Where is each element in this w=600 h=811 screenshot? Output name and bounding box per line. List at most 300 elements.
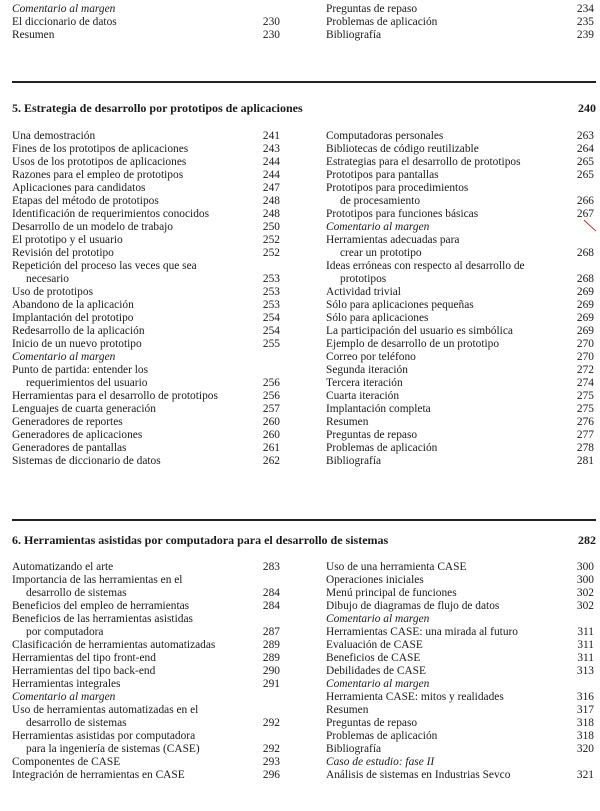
toc-entry-page: 263 bbox=[576, 130, 594, 142]
toc-entry-title bbox=[12, 574, 254, 600]
toc-entry-title bbox=[326, 325, 568, 338]
toc-entry-title-line: Debilidades de CASE bbox=[326, 665, 426, 677]
toc-entry-title-line: Etapas del método de prototipos bbox=[12, 195, 159, 207]
toc-entry-page: 269 bbox=[576, 312, 594, 324]
chapter-5-left-column bbox=[12, 130, 280, 468]
toc-entry-page: 269 bbox=[576, 286, 594, 298]
toc-entry-title bbox=[12, 639, 254, 652]
toc-entry-page: 269 bbox=[576, 325, 594, 337]
toc-entry-title bbox=[326, 130, 568, 143]
toc-entry[interactable] bbox=[326, 574, 594, 587]
toc-entry-page: 241 bbox=[262, 130, 280, 142]
toc-entry[interactable] bbox=[326, 403, 594, 416]
toc-entry-page: 284 bbox=[262, 587, 280, 599]
toc-entry-title-line: Resumen bbox=[326, 704, 369, 716]
chapter-5-heading[interactable] bbox=[12, 101, 596, 115]
toc-entry[interactable] bbox=[12, 561, 280, 574]
toc-entry[interactable] bbox=[326, 312, 594, 325]
toc-entry[interactable] bbox=[12, 169, 280, 182]
toc-entry-page: 302 bbox=[576, 600, 594, 612]
toc-entry-title-line: Problemas de aplicación bbox=[326, 442, 438, 454]
toc-entry-page: 321 bbox=[576, 769, 594, 781]
toc-entry[interactable] bbox=[326, 730, 594, 743]
toc-entry-page: 266 bbox=[576, 195, 594, 207]
toc-entry-page: 254 bbox=[262, 325, 280, 337]
toc-entry[interactable] bbox=[326, 455, 594, 468]
toc-entry-page: 247 bbox=[262, 182, 280, 194]
toc-entry[interactable] bbox=[326, 587, 594, 600]
toc-entry-title bbox=[326, 455, 568, 468]
toc-entry-title-line: Comentario al margen bbox=[12, 3, 116, 15]
toc-entry-page: 261 bbox=[262, 442, 280, 454]
toc-entry[interactable] bbox=[12, 574, 280, 600]
toc-entry[interactable] bbox=[326, 182, 594, 208]
toc-entry[interactable] bbox=[12, 665, 280, 678]
toc-entry[interactable] bbox=[12, 247, 280, 260]
toc-entry-title-line: Comentario al margen bbox=[12, 691, 116, 703]
toc-entry[interactable] bbox=[326, 351, 594, 364]
toc-entry-title bbox=[12, 195, 254, 208]
toc-entry-page: 230 bbox=[262, 29, 280, 41]
toc-entry-title bbox=[326, 678, 568, 691]
toc-entry-title bbox=[326, 561, 568, 574]
toc-entry-title bbox=[12, 403, 254, 416]
toc-entry-title-line: Menú principal de funciones bbox=[326, 587, 457, 599]
toc-entry-title-line: Redesarrollo de la aplicación bbox=[12, 325, 145, 337]
toc-entry[interactable] bbox=[326, 691, 594, 704]
toc-entry[interactable] bbox=[326, 143, 594, 156]
toc-entry-page: 239 bbox=[576, 29, 594, 41]
toc-entry-page: 260 bbox=[262, 429, 280, 441]
toc-entry-title bbox=[12, 299, 254, 312]
toc-entry-page: 311 bbox=[577, 626, 594, 638]
toc-entry[interactable] bbox=[326, 156, 594, 169]
toc-entry-page: 243 bbox=[262, 143, 280, 155]
chapter-6-heading[interactable] bbox=[12, 533, 596, 547]
toc-entry-title-line: Generadores de reportes bbox=[12, 416, 123, 428]
toc-entry-page: 320 bbox=[576, 743, 594, 755]
toc-entry-title-line: Resumen bbox=[326, 416, 369, 428]
toc-entry-title-line: Sólo para aplicaciones bbox=[326, 312, 429, 324]
toc-entry-title bbox=[12, 665, 254, 678]
toc-entry[interactable] bbox=[12, 221, 280, 234]
toc-entry-title bbox=[12, 182, 254, 195]
toc-entry-title-line: Punto de partida: entender los bbox=[12, 364, 149, 376]
toc-entry-title-line: Computadoras personales bbox=[326, 130, 444, 142]
toc-entry-title bbox=[12, 260, 254, 286]
toc-section-label bbox=[12, 691, 280, 704]
toc-entry-title-line: Prototipos para pantallas bbox=[326, 169, 439, 181]
toc-entry-title-line: Uso de herramientas automatizadas en el bbox=[12, 704, 199, 716]
chapter-6-right-column bbox=[326, 561, 594, 782]
toc-entry-page: 275 bbox=[576, 390, 594, 402]
toc-section-label bbox=[326, 613, 594, 626]
toc-entry[interactable] bbox=[12, 195, 280, 208]
toc-entry-page: 270 bbox=[576, 338, 594, 350]
toc-entry-title-line: Una demostración bbox=[12, 130, 96, 142]
toc-entry-title bbox=[326, 442, 568, 455]
toc-entry-title-continuation: para la ingeniería de sistemas (CASE) bbox=[26, 743, 200, 755]
toc-entry-title bbox=[12, 16, 254, 29]
toc-entry[interactable] bbox=[326, 286, 594, 299]
toc-entry-page: 311 bbox=[577, 639, 594, 651]
toc-entry[interactable] bbox=[326, 717, 594, 730]
toc-entry-title-line: Clasificación de herramientas automatizadas bbox=[12, 639, 216, 651]
toc-entry-page: 270 bbox=[576, 351, 594, 363]
toc-entry-page: 255 bbox=[262, 338, 280, 350]
toc-entry[interactable] bbox=[326, 442, 594, 455]
toc-entry[interactable] bbox=[12, 364, 280, 390]
toc-entry[interactable] bbox=[12, 299, 280, 312]
toc-entry[interactable] bbox=[326, 769, 594, 782]
toc-entry-title-line: Herramientas asistidas por computadora bbox=[12, 730, 196, 742]
toc-entry-page: 244 bbox=[262, 156, 280, 168]
toc-entry-title-line: Comentario al margen bbox=[12, 351, 116, 363]
toc-entry-page: 265 bbox=[576, 156, 594, 168]
toc-entry-title-line: El prototipo y el usuario bbox=[12, 234, 123, 246]
toc-entry-title bbox=[326, 182, 568, 208]
toc-entry[interactable] bbox=[12, 652, 280, 665]
toc-entry-page: 296 bbox=[262, 769, 280, 781]
toc-entry-title-line: Herramientas del tipo front-end bbox=[12, 652, 156, 664]
toc-entry[interactable] bbox=[326, 390, 594, 403]
toc-entry-title bbox=[12, 169, 254, 182]
toc-entry-title-line: Importancia de las herramientas en el bbox=[12, 574, 183, 586]
toc-entry-title bbox=[326, 691, 568, 704]
toc-entry-title-line: Inicio de un nuevo prototipo bbox=[12, 338, 142, 350]
toc-entry[interactable] bbox=[12, 182, 280, 195]
toc-entry-title-continuation: requerimientos del usuario bbox=[26, 377, 148, 389]
toc-entry-title-line: Repetición del proceso las veces que sea bbox=[12, 260, 197, 272]
toc-entry-title-line: Beneficios de las herramientas asistidas bbox=[12, 613, 193, 625]
toc-entry-title bbox=[326, 156, 568, 169]
toc-entry[interactable] bbox=[12, 769, 280, 782]
chapter-5-right-column bbox=[326, 130, 594, 468]
toc-entry-title bbox=[326, 769, 568, 782]
toc-entry[interactable] bbox=[326, 299, 594, 312]
toc-entry-page: 300 bbox=[576, 561, 594, 573]
toc-entry[interactable] bbox=[326, 652, 594, 665]
toc-entry-title bbox=[326, 743, 568, 756]
toc-entry-title bbox=[12, 704, 254, 730]
toc-entry-title bbox=[12, 429, 254, 442]
toc-entry[interactable] bbox=[326, 600, 594, 613]
toc-entry-title-line: Segunda iteración bbox=[326, 364, 408, 376]
toc-entry[interactable] bbox=[326, 3, 594, 16]
toc-entry[interactable] bbox=[12, 429, 280, 442]
toc-entry[interactable] bbox=[12, 208, 280, 221]
toc-entry-title bbox=[326, 574, 568, 587]
toc-entry-page: 275 bbox=[576, 403, 594, 415]
toc-entry[interactable] bbox=[12, 16, 280, 29]
toc-entry-title-line: Razones para el empleo de prototipos bbox=[12, 169, 184, 181]
toc-entry-title bbox=[326, 665, 568, 678]
toc-entry[interactable] bbox=[12, 234, 280, 247]
toc-entry[interactable] bbox=[12, 143, 280, 156]
toc-entry[interactable] bbox=[12, 130, 280, 143]
toc-entry-page: 290 bbox=[262, 665, 280, 677]
toc-entry-page: 253 bbox=[262, 299, 280, 311]
toc-entry-title bbox=[12, 600, 254, 613]
toc-entry-page: 265 bbox=[576, 169, 594, 181]
toc-entry-title-line: Problemas de aplicación bbox=[326, 730, 438, 742]
toc-entry-title-line: Bibliotecas de código reutilizable bbox=[326, 143, 479, 155]
toc-entry-title bbox=[326, 221, 568, 234]
top-right-column bbox=[326, 3, 594, 42]
toc-entry[interactable] bbox=[326, 364, 594, 377]
toc-entry-title-line: Componentes de CASE bbox=[12, 756, 121, 768]
toc-entry-page: 278 bbox=[576, 442, 594, 454]
toc-entry[interactable] bbox=[326, 416, 594, 429]
toc-entry-title bbox=[326, 299, 568, 312]
toc-entry-title-line: Bibliografía bbox=[326, 743, 382, 755]
toc-entry-page: 234 bbox=[576, 3, 594, 15]
toc-entry-page: 291 bbox=[262, 678, 280, 690]
toc-entry[interactable] bbox=[12, 455, 280, 468]
toc-entry-title bbox=[326, 143, 568, 156]
toc-entry-title-line: Preguntas de repaso bbox=[326, 3, 418, 15]
chapter-5-title: 5. Estrategia de desarrollo por prototipos de aplicaciones bbox=[12, 101, 303, 115]
toc-entry-page: 292 bbox=[262, 743, 280, 755]
toc-entry-title-continuation: necesario bbox=[26, 273, 70, 285]
toc-entry[interactable] bbox=[326, 130, 594, 143]
toc-entry-title-line: Prototipos para funciones básicas bbox=[326, 208, 479, 220]
toc-entry-page: 318 bbox=[576, 730, 594, 742]
section-divider bbox=[12, 519, 596, 521]
toc-entry-page: 264 bbox=[576, 143, 594, 155]
toc-entry-title-line: Herramientas adecuadas para bbox=[326, 234, 460, 246]
toc-entry-page: 256 bbox=[262, 377, 280, 389]
toc-entry-title bbox=[12, 351, 254, 364]
toc-entry[interactable] bbox=[12, 338, 280, 351]
toc-entry-title bbox=[326, 338, 568, 351]
toc-entry[interactable] bbox=[326, 169, 594, 182]
toc-entry-title-continuation: prototipos bbox=[340, 273, 387, 285]
toc-entry-page: 248 bbox=[262, 195, 280, 207]
toc-entry-title bbox=[326, 756, 568, 769]
toc-entry-title bbox=[12, 613, 254, 639]
toc-entry-page: 281 bbox=[576, 455, 594, 467]
toc-entry-title bbox=[12, 156, 254, 169]
toc-entry-page: 257 bbox=[262, 403, 280, 415]
toc-entry-page: 313 bbox=[576, 665, 594, 677]
toc-entry-title bbox=[326, 286, 568, 299]
toc-entry[interactable] bbox=[12, 325, 280, 338]
toc-entry-title-line: Herramienta CASE: mitos y realidades bbox=[326, 691, 504, 703]
toc-entry[interactable] bbox=[12, 403, 280, 416]
toc-entry[interactable] bbox=[326, 208, 594, 221]
toc-entry[interactable] bbox=[326, 743, 594, 756]
toc-entry-title-line: Desarrollo de un modelo de trabajo bbox=[12, 221, 173, 233]
toc-entry-title-line: Análisis de sistemas en Industrias Sevco bbox=[326, 769, 511, 781]
toc-entry-title-line: Cuarta iteración bbox=[326, 390, 400, 402]
toc-entry-title-line: Automatizando el arte bbox=[12, 561, 114, 573]
toc-entry-page: 316 bbox=[576, 691, 594, 703]
chapter-5-page: 240 bbox=[578, 101, 596, 115]
toc-entry-page: 260 bbox=[262, 416, 280, 428]
chapter-6-left-column bbox=[12, 561, 280, 782]
toc-entry-title-line: Herramientas integrales bbox=[12, 678, 121, 690]
toc-entry-title-line: Bibliografía bbox=[326, 29, 382, 41]
toc-entry[interactable] bbox=[326, 234, 594, 260]
toc-entry-title-line: Prototipos para procedimientos bbox=[326, 182, 469, 194]
toc-entry-title-line: Generadores de aplicaciones bbox=[12, 429, 143, 441]
toc-entry-title-line: Ideas erróneas con respecto al desarrollo de bbox=[326, 260, 525, 272]
toc-entry-title-line: Correo por teléfono bbox=[326, 351, 416, 363]
toc-entry-title-line: Identificación de requerimientos conocidos bbox=[12, 208, 210, 220]
toc-entry-title bbox=[12, 364, 254, 390]
toc-entry-title bbox=[12, 221, 254, 234]
toc-entry-page: 244 bbox=[262, 169, 280, 181]
toc-entry-title bbox=[12, 455, 254, 468]
toc-entry-title bbox=[326, 312, 568, 325]
toc-entry[interactable] bbox=[12, 613, 280, 639]
toc-entry-title bbox=[12, 325, 254, 338]
pen-mark-icon bbox=[583, 218, 597, 232]
toc-entry-title-line: Problemas de aplicación bbox=[326, 16, 438, 28]
toc-entry[interactable] bbox=[326, 377, 594, 390]
toc-entry[interactable] bbox=[326, 704, 594, 717]
chapter-6-title: 6. Herramientas asistidas por computadora para el desarrollo de sistemas bbox=[12, 533, 389, 547]
toc-entry-title-continuation: desarrollo de sistemas bbox=[26, 717, 127, 729]
toc-entry-title bbox=[12, 312, 254, 325]
toc-entry-page: 272 bbox=[576, 364, 594, 376]
toc-entry-title-line: Aplicaciones para candidatos bbox=[12, 182, 146, 194]
toc-entry[interactable] bbox=[326, 626, 594, 639]
toc-entry[interactable] bbox=[12, 704, 280, 730]
toc-entry-title-line: Lenguajes de cuarta generación bbox=[12, 403, 156, 415]
toc-entry-title bbox=[12, 769, 254, 782]
section-divider bbox=[12, 81, 596, 83]
toc-entry-title bbox=[326, 704, 568, 717]
toc-entry-page: 289 bbox=[262, 652, 280, 664]
toc-entry-title-line: Bibliografía bbox=[326, 455, 382, 467]
toc-entry-page: 300 bbox=[576, 574, 594, 586]
toc-entry-title-line: Tercera iteración bbox=[326, 377, 403, 389]
toc-entry-title bbox=[12, 338, 254, 351]
toc-entry-title bbox=[326, 613, 568, 626]
toc-entry-title-line: Actividad trivial bbox=[326, 286, 401, 298]
toc-entry-title-line: La participación del usuario es simbólica bbox=[326, 325, 513, 337]
toc-entry[interactable] bbox=[12, 286, 280, 299]
toc-entry-page: 252 bbox=[262, 247, 280, 259]
toc-entry-page: 284 bbox=[262, 600, 280, 612]
toc-entry[interactable] bbox=[326, 561, 594, 574]
toc-entry-page: 317 bbox=[576, 704, 594, 716]
toc-entry[interactable] bbox=[326, 665, 594, 678]
toc-entry-title-line: Fines de los prototipos de aplicaciones bbox=[12, 143, 189, 155]
toc-entry-title-line: El diccionario de datos bbox=[12, 16, 117, 28]
toc-entry-title bbox=[12, 652, 254, 665]
toc-entry-title-line: Generadores de pantallas bbox=[12, 442, 127, 454]
toc-entry-title-line: Herramientas para el desarrollo de prototipos bbox=[12, 390, 218, 402]
toc-entry[interactable] bbox=[12, 756, 280, 769]
toc-entry-page: 318 bbox=[576, 717, 594, 729]
toc-entry-title bbox=[12, 130, 254, 143]
toc-entry-title-line: Sólo para aplicaciones pequeñas bbox=[326, 299, 474, 311]
toc-entry[interactable] bbox=[12, 639, 280, 652]
toc-entry-title bbox=[12, 561, 254, 574]
toc-entry[interactable] bbox=[326, 429, 594, 442]
toc-entry[interactable] bbox=[326, 338, 594, 351]
toc-section-label bbox=[12, 351, 280, 364]
toc-entry[interactable] bbox=[12, 678, 280, 691]
toc-entry-title-line: Caso de estudio: fase II bbox=[326, 756, 435, 768]
toc-entry-title-line: Implantación del prototipo bbox=[12, 312, 134, 324]
toc-entry-title bbox=[326, 416, 568, 429]
toc-entry-title-continuation: desarrollo de sistemas bbox=[26, 587, 127, 599]
toc-entry-title bbox=[12, 234, 254, 247]
toc-entry-page: 230 bbox=[262, 16, 280, 28]
toc-entry-title bbox=[12, 730, 254, 756]
toc-entry[interactable] bbox=[326, 16, 594, 29]
toc-entry-title-line: Uso de prototipos bbox=[12, 286, 93, 298]
toc-entry-page: 268 bbox=[576, 273, 594, 285]
toc-entry-page: 252 bbox=[262, 234, 280, 246]
toc-entry-title-line: Comentario al margen bbox=[326, 678, 430, 690]
toc-entry[interactable] bbox=[12, 156, 280, 169]
toc-entry-title bbox=[12, 29, 254, 42]
toc-entry-title bbox=[12, 143, 254, 156]
toc-entry-page: 253 bbox=[262, 286, 280, 298]
toc-entry[interactable] bbox=[12, 730, 280, 756]
toc-entry-title-line: Estrategias para el desarrollo de prototipos bbox=[326, 156, 521, 168]
toc-entry-title-line: Implantación completa bbox=[326, 403, 431, 415]
toc-entry-page: 287 bbox=[262, 626, 280, 638]
toc-entry[interactable] bbox=[12, 442, 280, 455]
toc-entry-page: 253 bbox=[262, 273, 280, 285]
toc-entry-page: 268 bbox=[576, 247, 594, 259]
toc-entry-page: 269 bbox=[576, 299, 594, 311]
toc-entry-title bbox=[12, 756, 254, 769]
toc-entry[interactable] bbox=[12, 390, 280, 403]
toc-entry-title-line: Integración de herramientas en CASE bbox=[12, 769, 185, 781]
toc-entry-page: 283 bbox=[262, 561, 280, 573]
toc-entry-title bbox=[12, 3, 254, 16]
toc-entry-title bbox=[326, 169, 568, 182]
toc-entry[interactable] bbox=[12, 29, 280, 42]
toc-section-label bbox=[12, 3, 280, 16]
toc-entry-title bbox=[12, 208, 254, 221]
toc-entry[interactable] bbox=[12, 260, 280, 286]
toc-entry[interactable] bbox=[326, 639, 594, 652]
toc-entry-page: 302 bbox=[576, 587, 594, 599]
toc-entry[interactable] bbox=[12, 600, 280, 613]
toc-entry-title bbox=[326, 652, 568, 665]
toc-entry-title bbox=[326, 639, 568, 652]
toc-entry-title-continuation: por computadora bbox=[26, 626, 104, 638]
toc-entry-title-line: Comentario al margen bbox=[326, 221, 430, 233]
toc-entry-title-continuation: de procesamiento bbox=[340, 195, 421, 207]
toc-entry-title-line: Beneficios de CASE bbox=[326, 652, 421, 664]
toc-entry-title bbox=[326, 600, 568, 613]
toc-entry[interactable] bbox=[326, 260, 594, 286]
toc-entry-title-line: Resumen bbox=[12, 29, 55, 41]
toc-entry-page: 293 bbox=[262, 756, 280, 768]
toc-entry-title-line: Sistemas de diccionario de datos bbox=[12, 455, 161, 467]
toc-entry-title bbox=[326, 3, 568, 16]
toc-entry[interactable] bbox=[326, 29, 594, 42]
toc-entry-title-line: Abandono de la aplicación bbox=[12, 299, 134, 311]
toc-entry[interactable] bbox=[12, 312, 280, 325]
toc-entry[interactable] bbox=[326, 325, 594, 338]
toc-entry-page: 256 bbox=[262, 390, 280, 402]
toc-entry-title bbox=[326, 208, 568, 221]
toc-entry-page: 289 bbox=[262, 639, 280, 651]
toc-entry[interactable] bbox=[12, 416, 280, 429]
top-left-column bbox=[12, 3, 280, 42]
toc-entry-title-line: Preguntas de repaso bbox=[326, 717, 418, 729]
